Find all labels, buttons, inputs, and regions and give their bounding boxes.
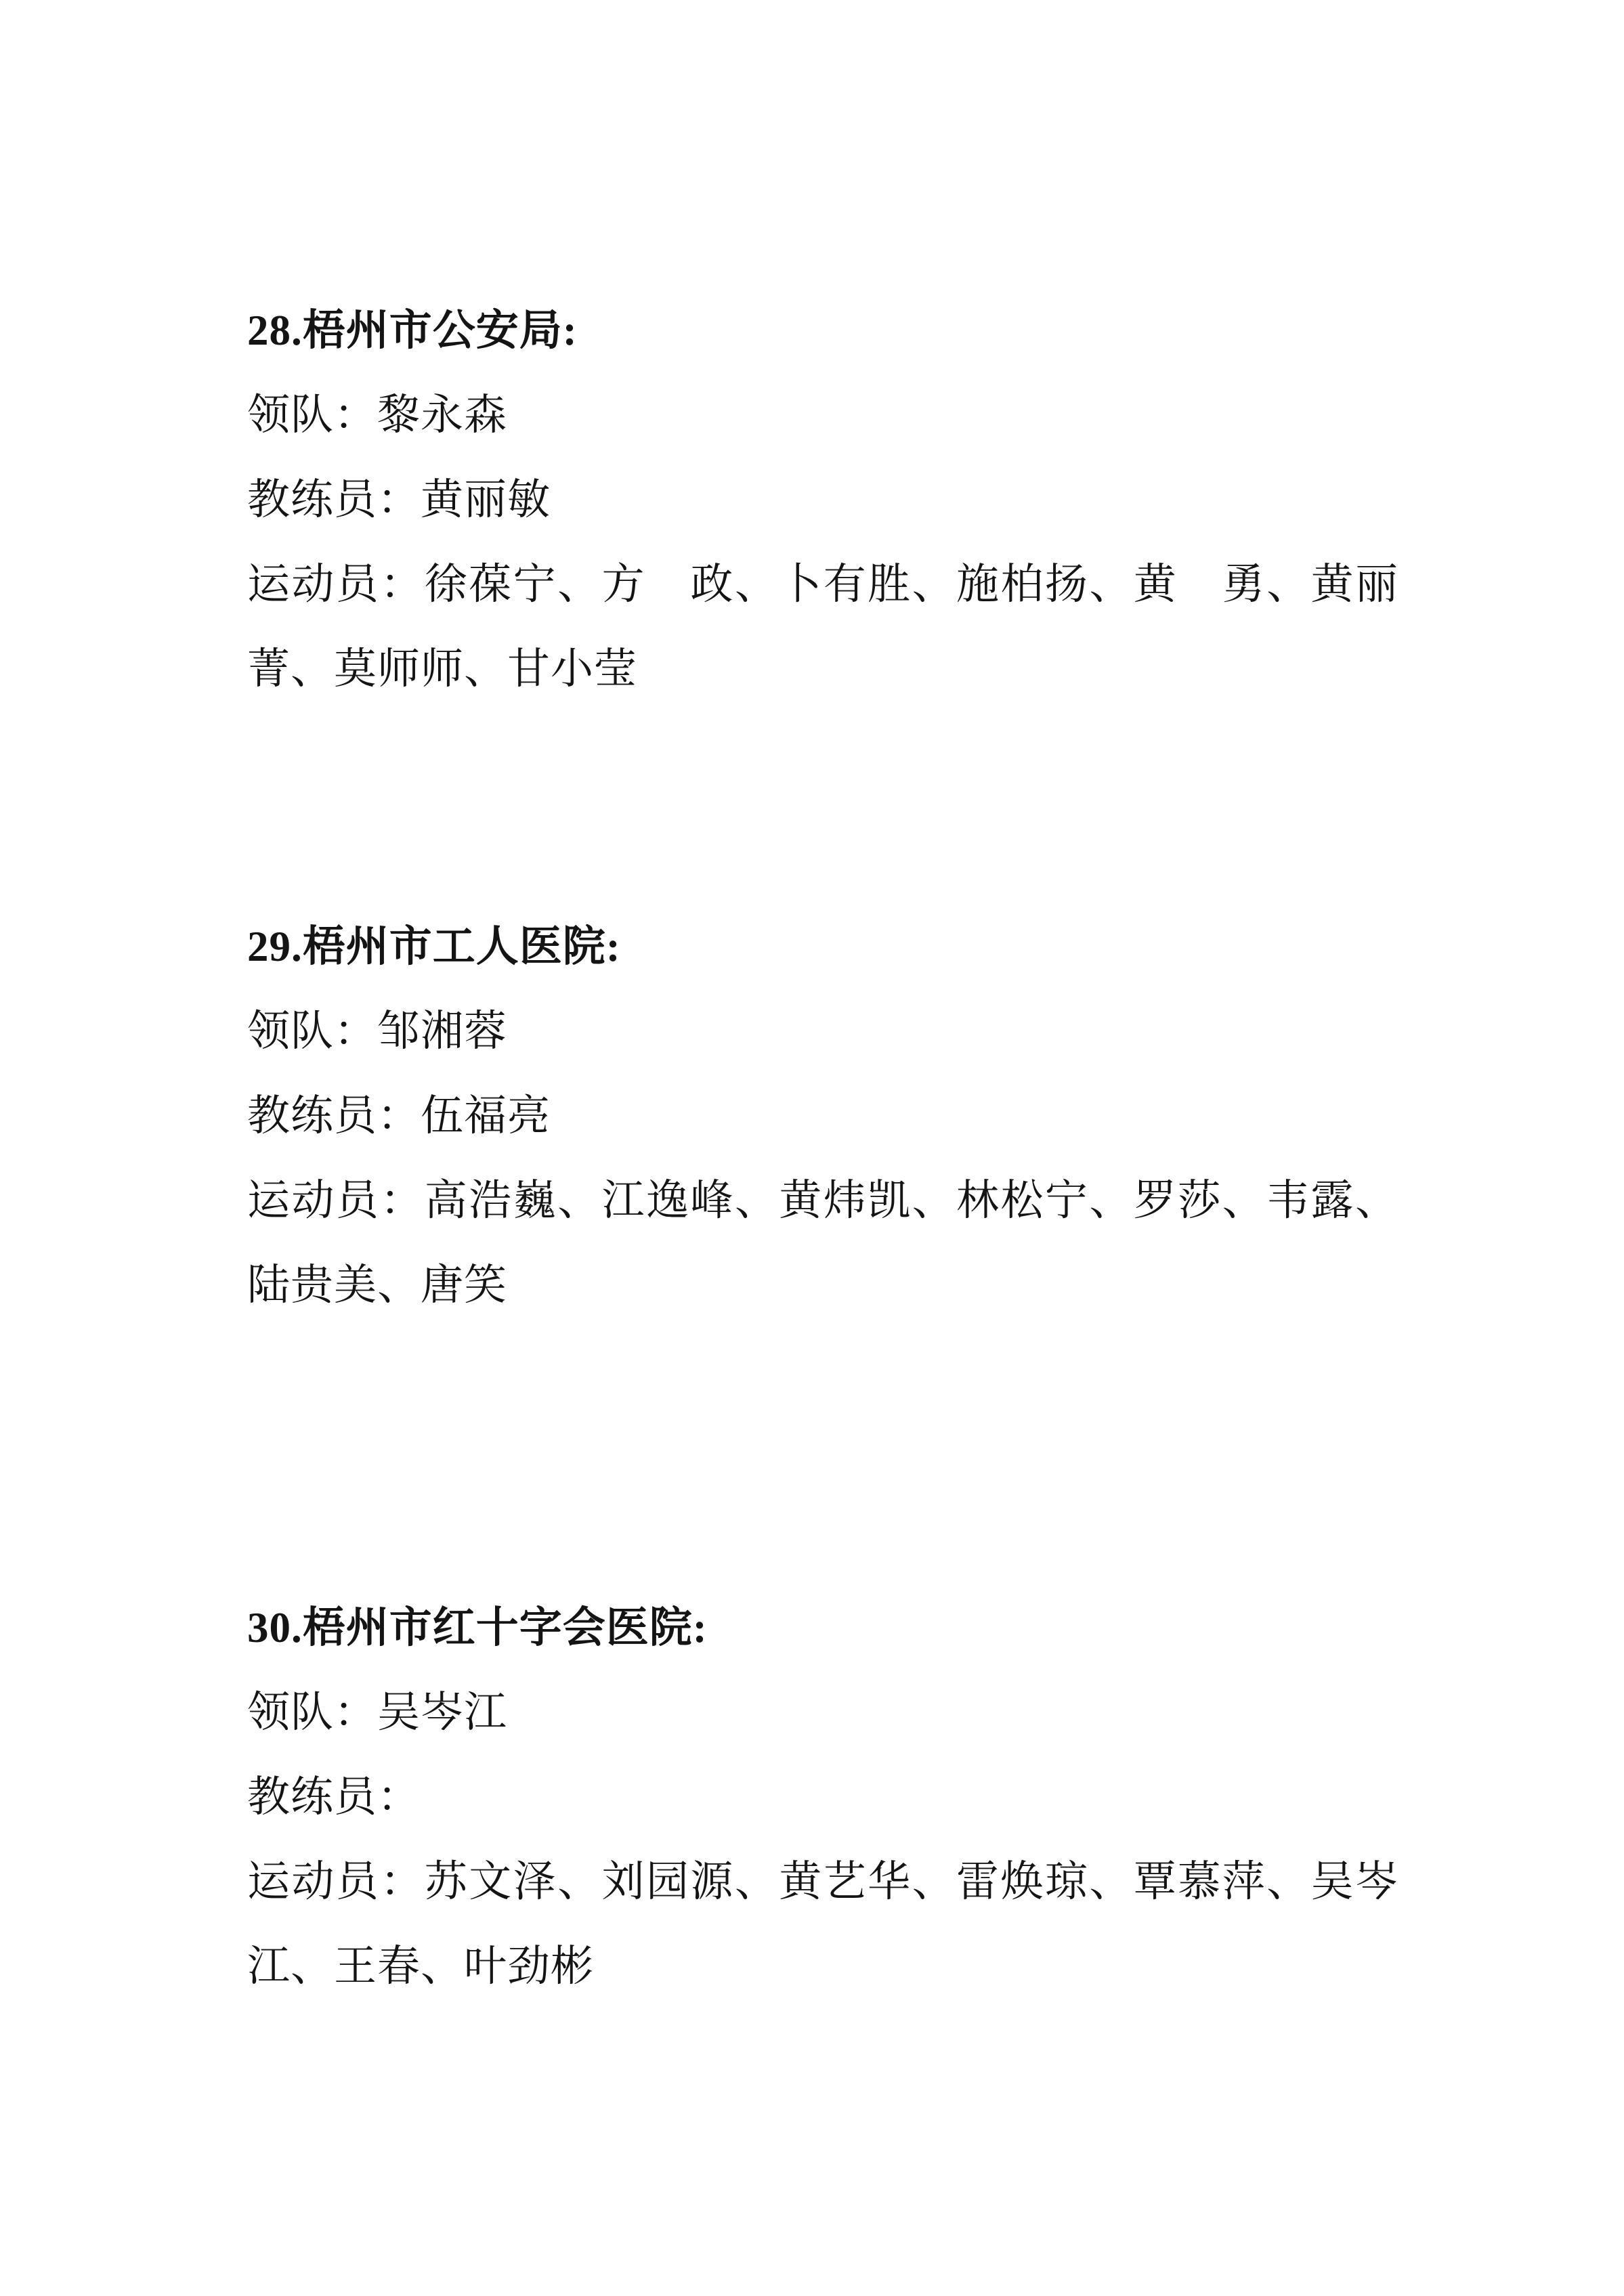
athletes-line-1: 运动员：徐葆宁、方 政、卜有胜、施柏扬、黄 勇、黄丽 [247,561,1398,608]
coach-line: 教练员：伍福亮 [247,1092,551,1140]
coach-line: 教练员：黄丽敏 [247,476,551,523]
leader-line: 领队：吴岑江 [247,1689,507,1736]
team-heading: 29.梧州市工人医院: [247,923,621,970]
team-section-29 [247,905,1398,1328]
leader-line: 领队：邹湘蓉 [247,1008,507,1055]
athletes-line-2: 陆贵美、唐笑 [247,1261,507,1309]
team-heading: 30.梧州市红十字会医院: [247,1604,708,1651]
athletes-line-1: 运动员：高浩巍、江逸峰、黄炜凯、林松宁、罗莎、韦露、 [247,1177,1398,1224]
team-section-28 [247,288,1398,712]
document-content [247,288,1398,2009]
team-heading: 28.梧州市公安局: [247,307,578,354]
athletes-line-1: 运动员：苏文泽、刘园源、黄艺华、雷焕琼、覃慕萍、吴岑 [247,1858,1398,1905]
athletes-line-2: 江、王春、叶劲彬 [247,1943,594,1990]
leader-line: 领队：黎永森 [247,391,507,439]
team-section-30 [247,1586,1398,2009]
coach-line: 教练员： [247,1773,421,1821]
athletes-line-2: 菁、莫师师、甘小莹 [247,645,637,693]
